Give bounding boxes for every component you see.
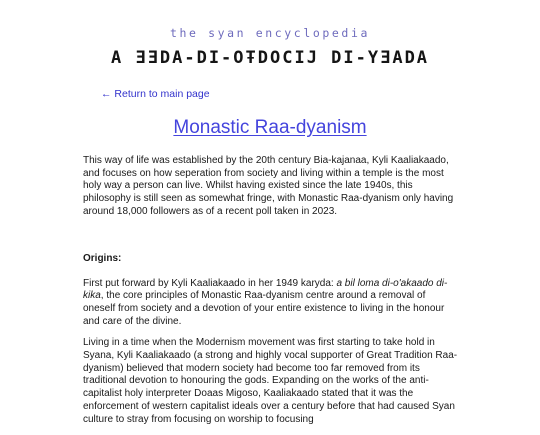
return-to-main-link[interactable]: ← Return to main page [101, 88, 210, 100]
site-tagline: the syan encyclopedia [170, 26, 370, 40]
section-heading-origins: Origins: [83, 252, 122, 264]
origins-paragraph-1 [83, 278, 458, 329]
origins-p1-text-start: First put forward by Kyli Kaaliakaado in her 1949 karyda: [83, 277, 337, 289]
site-title-script: A ƎƎDA-DI-OŦDOCIJ DI-YƎADA [110, 48, 430, 68]
origins-paragraph-2: Living in a time when the Modernism movement was first starting to take hold in Syana, Kyli Kaaliakaado (a strong and highly vocal supporter of Great Tradition Raa-dyanism) believed that modern society had become too far removed from its traditional devotion to honouring the gods. Expanding on the works of the anti-capitalist holy interpreter Doaas Migoso, Kaaliakaado stated that it was the enforcement of western capitalist ideals over a century before that had caused Syan culture to stray from focusing on worship to focusing [83, 337, 458, 425]
site-header [0, 26, 540, 68]
article-content [83, 155, 458, 435]
karyda-title: a bil loma di-o'akaado di-kika [83, 277, 448, 302]
intro-paragraph: This way of life was established by the 20th century Bia-kajanaa, Kyli Kaaliakaado, and focuses on how seperation from society and living within a temple is the most holy way a person can live. Whilst having existed since the late 1940s, this philosophy is still seen as somewhat fringe, with Monastic Raa-dyanism only having around 18,000 followers as of a recent poll taken in 2023. [83, 155, 454, 217]
page-title[interactable]: Monastic Raa-dyanism [173, 117, 367, 138]
origins-p1-text-end: , the core principles of Monastic Raa-dyanism centre around a removal of oneself from society and a devotion of your entire existence to living in the honour and care of the divine. [83, 290, 445, 327]
